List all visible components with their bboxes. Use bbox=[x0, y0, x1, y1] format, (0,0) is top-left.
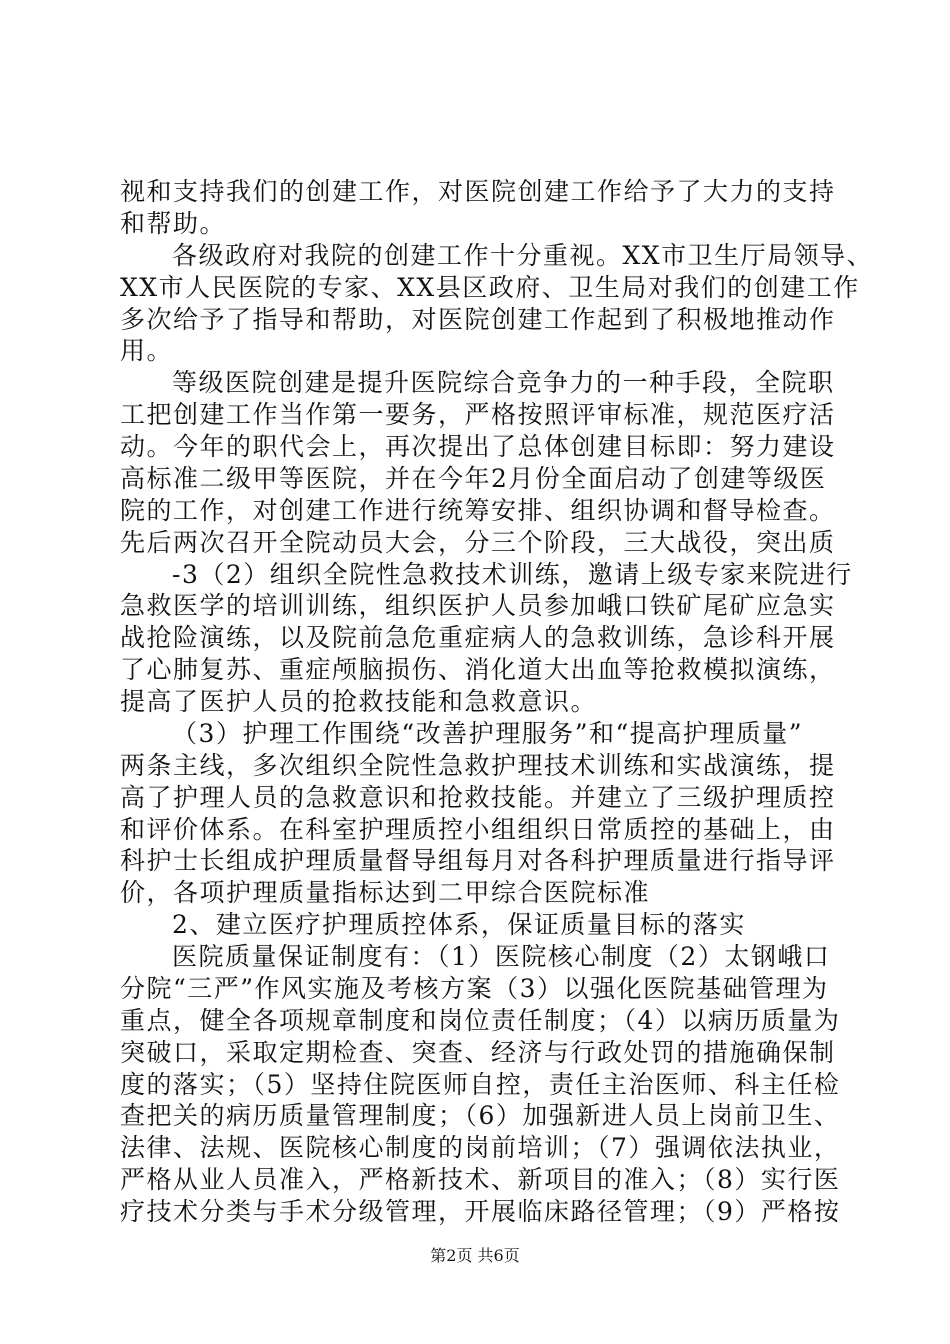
paragraph-line: 高标准二级甲等医院，并在今年2月份全面启动了创建等级医 bbox=[120, 463, 827, 493]
paragraph-line: 先后两次召开全院动员大会，分三个阶段，三大战役，突出质 bbox=[120, 527, 836, 557]
paragraph-line: 科护士长组成护理质量督导组每月对各科护理质量进行指导评 bbox=[120, 846, 836, 876]
paragraph-line: 突破口，采取定期检查、突查、经济与行政处罚的措施确保制 bbox=[120, 1037, 836, 1067]
paragraph-line: 了心肺复苏、重症颅脑损伤、消化道大出血等抢救模拟演练， bbox=[120, 655, 836, 685]
paragraph-line: 两条主线，多次组织全院性急救护理技术训练和实战演练，提 bbox=[120, 750, 836, 780]
section-heading: 2、建立医疗护理质控体系，保证质量目标的落实 bbox=[172, 910, 746, 940]
paragraph-line: 和帮助。 bbox=[120, 208, 227, 238]
paragraph-line: 度的落实；（5）坚持住院医师自控，责任主治医师、科主任检 bbox=[120, 1069, 841, 1099]
paragraph-line: 提高了医护人员的抢救技能和急救意识。 bbox=[120, 687, 598, 717]
paragraph-line: 查把关的病历质量管理制度；（6）加强新进人员上岗前卫生、 bbox=[120, 1101, 841, 1131]
paragraph-line: XX市人民医院的专家、XX县区政府、卫生局对我们的创建工作 bbox=[120, 272, 860, 302]
page-number: 第2页 共6页 bbox=[430, 1246, 520, 1265]
paragraph-line: 严格从业人员准入，严格新技术、新项目的准入；（8）实行医 bbox=[120, 1165, 841, 1195]
paragraph-line: 各级政府对我院的创建工作十分重视。XX市卫生厅局领导、 bbox=[172, 240, 874, 270]
paragraph-line: 工把创建工作当作第一要务，严格按照评审标准，规范医疗活 bbox=[120, 400, 836, 430]
paragraph-line: 医院质量保证制度有：（1）医院核心制度（2）太钢峨口 bbox=[172, 942, 831, 972]
paragraph-line: 和评价体系。在科室护理质控小组组织日常质控的基础上，由 bbox=[120, 814, 836, 844]
paragraph-line: 视和支持我们的创建工作，对医院创建工作给予了大力的支持 bbox=[120, 177, 836, 206]
paragraph-line: 院的工作，对创建工作进行统筹安排、组织协调和督导检查。 bbox=[120, 495, 836, 525]
paragraph-line: 用。 bbox=[120, 336, 174, 366]
paragraph-line: 战抢险演练，以及院前急危重症病人的急救训练，急诊科开展 bbox=[120, 623, 836, 653]
paragraph-line: 分院“三严”作风实施及考核方案（3）以强化医院基础管理为 bbox=[120, 973, 829, 1003]
paragraph-line: 多次给予了指导和帮助，对医院创建工作起到了积极地推动作 bbox=[120, 304, 836, 334]
paragraph-line: 疗技术分类与手术分级管理，开展临床路径管理；（9）严格按 bbox=[120, 1197, 841, 1227]
paragraph-line: 急救医学的培训训练，组织医护人员参加峨口铁矿尾矿应急实 bbox=[120, 591, 836, 621]
paragraph-line: 重点，健全各项规章制度和岗位责任制度；（4）以病历质量为 bbox=[120, 1005, 841, 1035]
paragraph-line: 等级医院创建是提升医院综合竞争力的一种手段，全院职 bbox=[172, 368, 835, 398]
paragraph-line: 价，各项护理质量指标达到二甲综合医院标准 bbox=[120, 878, 651, 908]
paragraph-line: （3）护理工作围绕“改善护理服务”和“提高护理质量” bbox=[172, 718, 804, 748]
paragraph-line: 高了护理人员的急救意识和抢救技能。并建立了三级护理质控 bbox=[120, 782, 836, 812]
paragraph-line: 动。今年的职代会上，再次提出了总体创建目标即：努力建设 bbox=[120, 432, 836, 462]
paragraph-line: -3（2）组织全院性急救技术训练，邀请上级专家来院进行 bbox=[172, 559, 853, 589]
paragraph-line: 法律、法规、医院核心制度的岗前培训；（7）强调依法执业， bbox=[120, 1133, 841, 1163]
